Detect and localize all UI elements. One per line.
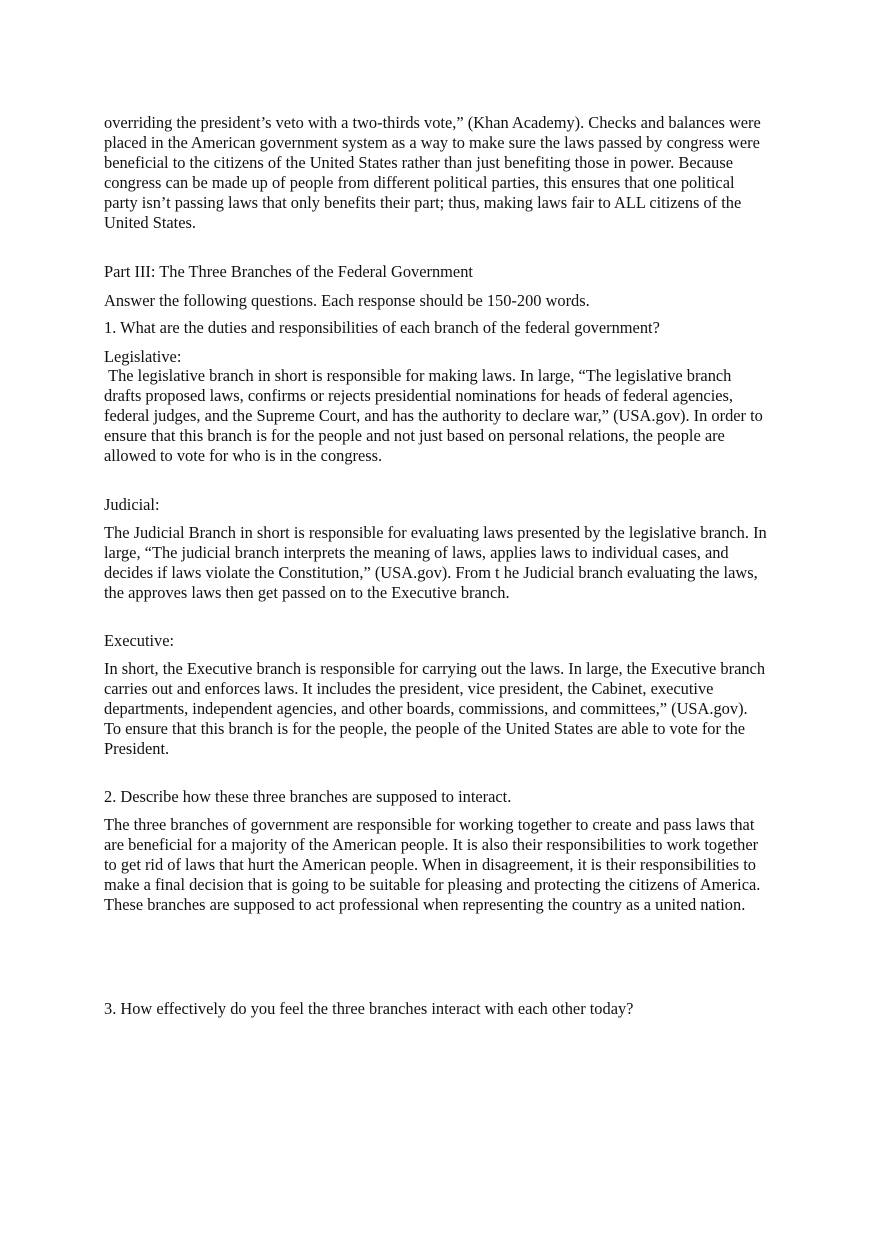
legislative-text: The legislative branch in short is responsible for making laws. In large, “The legislative branch drafts proposed laws, confirms or rejects presidential nominations for heads of federal agencies, federal judges, and the Supreme Court, and has the authority to declare war,” (USA.gov). In order to ensure that this branch is for the people and not just based on personal relations, the people are allowed to vote for who is in the congress. — [104, 366, 763, 465]
part-title: Part III: The Three Branches of the Federal Government — [104, 262, 473, 281]
question-1: 1. What are the duties and responsibilities of each branch of the federal government? — [104, 318, 660, 337]
judicial-text: The Judicial Branch in short is responsible for evaluating laws presented by the legislative branch. In large, “The judicial branch interprets the meaning of laws, applies laws to individual cases, and decides if laws violate the Constitution,” (USA.gov). From t he Judicial branch evaluating the laws, the approves laws then get passed on to the Executive branch. — [104, 523, 767, 602]
executive-text: In short, the Executive branch is responsible for carrying out the laws. In large, the Executive branch carries out and enforces laws. It includes the president, vice president, the Cabinet, executive departments, independent agencies, and other boards, commissions, and committees,” (USA.gov). To ensure that this branch is for the people, the people of the United States are able to vote for the President. — [104, 659, 766, 758]
legislative-label: Legislative: — [104, 347, 182, 366]
intro-paragraph: overriding the president’s veto with a two-thirds vote,” (Khan Academy). Checks and balances were placed in the American government system as a way to make sure the laws passed by congress were beneficial to the citizens of the United States rather than just benefiting those in power. Because congress can be made up of people from different political parties, this ensures that one political party isn’t passing laws that only benefits their part; thus, making laws fair to ALL citizens of the United States. — [104, 113, 761, 232]
answer-2: The three branches of government are responsible for working together to create and pass laws that are beneficial for a majority of the American people. It is also their responsibilities to work together to get rid of laws that hurt the American people. When in disagreement, it is their responsibilities to make a final decision that is going to be suitable for pleasing and protecting the citizens of America. These branches are supposed to act professional when representing the country as a united nation. — [104, 815, 761, 914]
instructions: Answer the following questions. Each response should be 150-200 words. — [104, 291, 590, 310]
judicial-label: Judicial: — [104, 495, 160, 514]
question-3: 3. How effectively do you feel the three branches interact with each other today? — [104, 999, 634, 1018]
question-2: 2. Describe how these three branches are supposed to interact. — [104, 787, 512, 806]
executive-label: Executive: — [104, 631, 175, 650]
